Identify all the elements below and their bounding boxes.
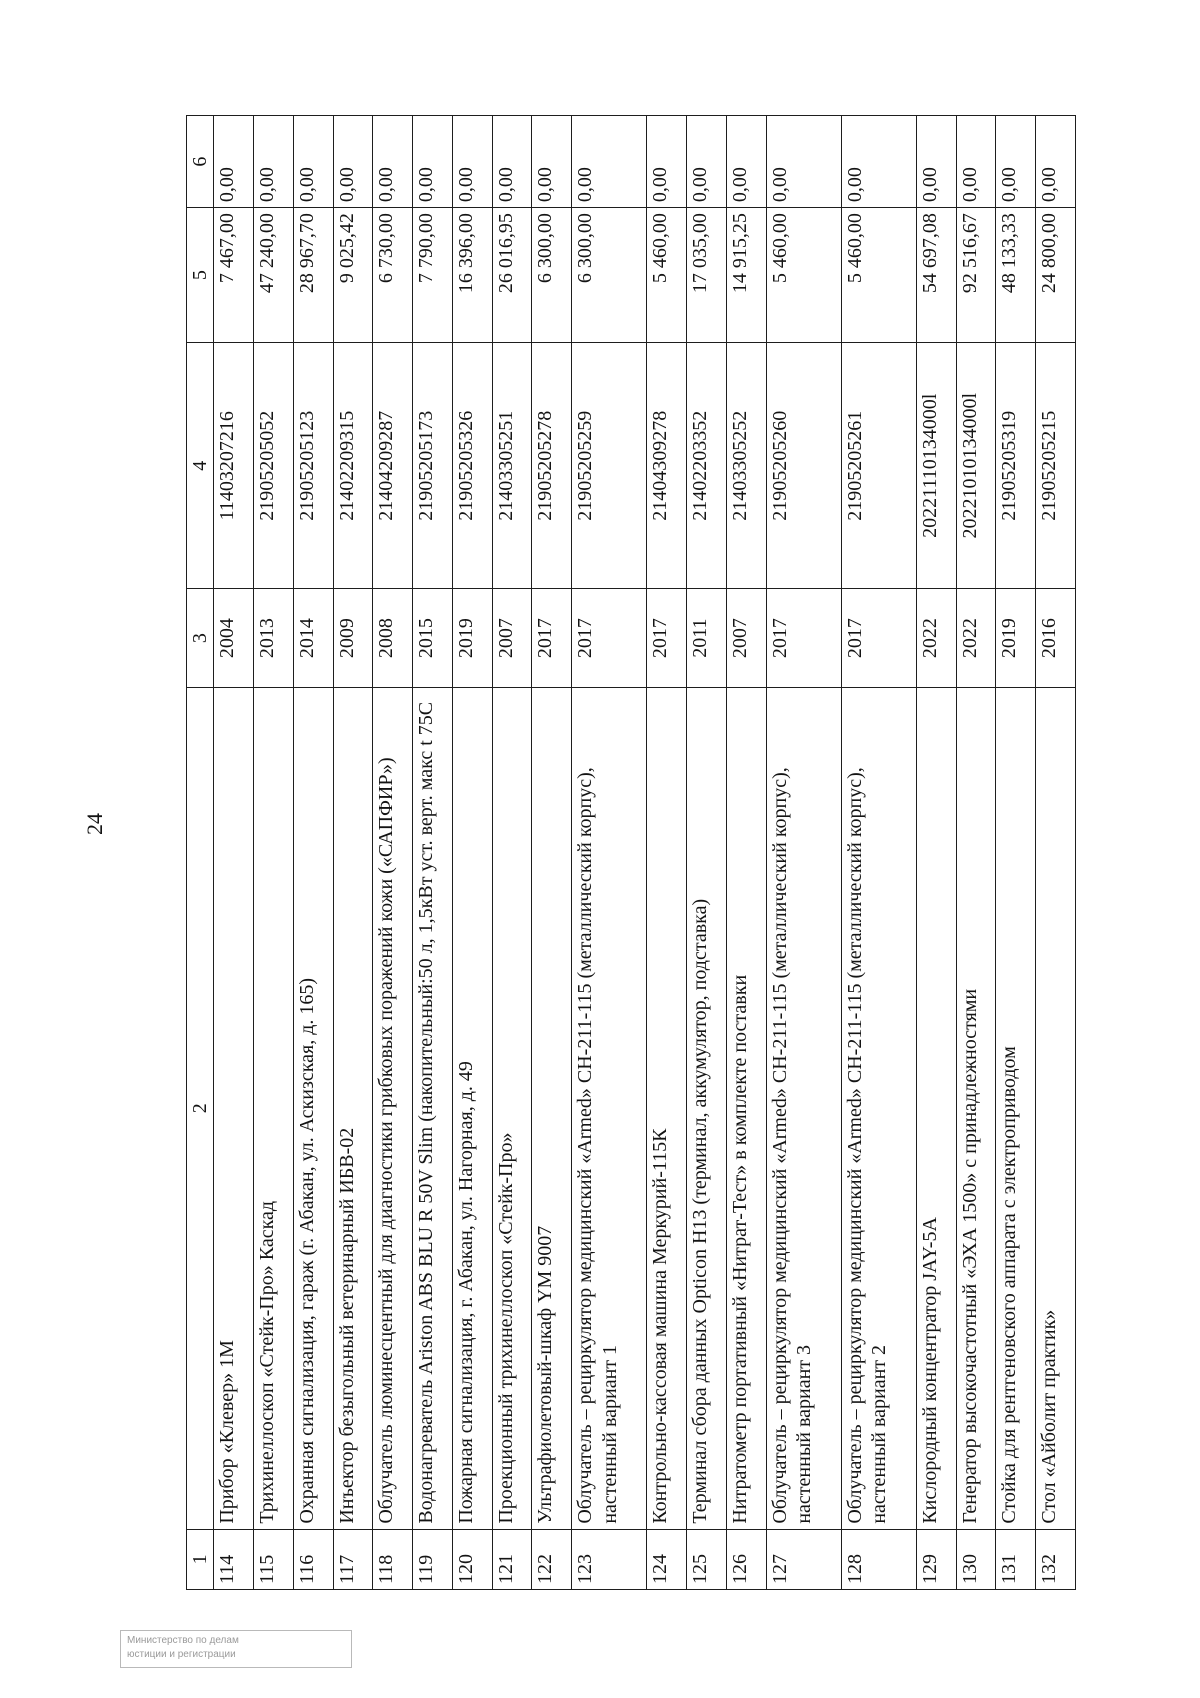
book-value: 5 460,00	[841, 208, 916, 343]
inventory-code: 21905205173	[413, 343, 453, 589]
table-row	[452, 116, 492, 1590]
residual-value: 0,00	[956, 116, 996, 208]
item-name: Облучатель люминесцентный для диагностики грибковых поражений кожи («САПФИР»)	[373, 687, 413, 1529]
item-year: 2007	[492, 589, 532, 687]
row-number: 123	[572, 1529, 647, 1589]
row-number: 120	[452, 1529, 492, 1589]
header-col-1: 1	[187, 1529, 214, 1589]
item-name: Проекционный трихинеллоскоп «Стейк-Про»	[492, 687, 532, 1529]
table-row	[1036, 116, 1076, 1590]
inventory-code: 21402203352	[687, 343, 727, 589]
residual-value: 0,00	[647, 116, 687, 208]
stamp-line-1: Министерство по делам	[127, 1635, 239, 1646]
item-year: 2011	[687, 589, 727, 687]
inventory-code: 21905205260	[766, 343, 841, 589]
row-number: 127	[766, 1529, 841, 1589]
inventory-code: 21905205326	[452, 343, 492, 589]
table-row	[413, 116, 453, 1590]
item-name: Кислородный концентратор JAY-5A	[916, 687, 956, 1529]
inventory-code: 21905205215	[1036, 343, 1076, 589]
table-body	[214, 116, 1076, 1590]
item-name: Терминал сбора данных Opticon H13 (терминал, аккумулятор, подставка)	[687, 687, 727, 1529]
inventory-code: 21905205319	[996, 343, 1036, 589]
inventory-code: 21403305252	[726, 343, 766, 589]
item-year: 2004	[214, 589, 254, 687]
table-row	[572, 116, 647, 1590]
item-name: Генератор высокочастотный «ЭХА 1500» с принадлежностями	[956, 687, 996, 1529]
table-row	[996, 116, 1036, 1590]
row-number: 129	[916, 1529, 956, 1589]
item-name: Облучатель – рециркулятор медицинский «Armed» CH-211-115 (металлический корпус), настенный вариант 2	[841, 687, 916, 1529]
residual-value: 0,00	[293, 116, 333, 208]
residual-value: 0,00	[726, 116, 766, 208]
table-row	[532, 116, 572, 1590]
book-value: 6 730,00	[373, 208, 413, 343]
item-name: Пожарная сигнализация, г. Абакан, ул. Нагорная, д. 49	[452, 687, 492, 1529]
book-value: 5 460,00	[766, 208, 841, 343]
inventory-code: 20221010134000l	[956, 343, 996, 589]
row-number: 115	[254, 1529, 294, 1589]
inventory-code: 21905205123	[293, 343, 333, 589]
row-number: 122	[532, 1529, 572, 1589]
row-number: 118	[373, 1529, 413, 1589]
header-col-6: 6	[187, 116, 214, 208]
item-year: 2007	[726, 589, 766, 687]
item-year: 2019	[452, 589, 492, 687]
book-value: 48 133,33	[996, 208, 1036, 343]
book-value: 5 460,00	[647, 208, 687, 343]
residual-value: 0,00	[572, 116, 647, 208]
item-year: 2017	[841, 589, 916, 687]
table-row	[647, 116, 687, 1590]
table-row	[766, 116, 841, 1590]
book-value: 26 016,95	[492, 208, 532, 343]
row-number: 117	[333, 1529, 373, 1589]
header-col-4: 4	[187, 343, 214, 589]
inventory-code: 21905205278	[532, 343, 572, 589]
row-number: 124	[647, 1529, 687, 1589]
residual-value: 0,00	[254, 116, 294, 208]
residual-value: 0,00	[687, 116, 727, 208]
table-row	[333, 116, 373, 1590]
item-year: 2017	[532, 589, 572, 687]
item-year: 2009	[333, 589, 373, 687]
row-number: 130	[956, 1529, 996, 1589]
item-year: 2014	[293, 589, 333, 687]
item-year: 2019	[996, 589, 1036, 687]
row-number: 114	[214, 1529, 254, 1589]
book-value: 47 240,00	[254, 208, 294, 343]
item-name: Водонагреватель Ariston ABS BLU R 50V Slim (накопительный:50 л, 1,5кВт уст. верт. макс t 75С	[413, 687, 453, 1529]
book-value: 7 790,00	[413, 208, 453, 343]
residual-value: 0,00	[214, 116, 254, 208]
table-row	[492, 116, 532, 1590]
table-row	[956, 116, 996, 1590]
row-number: 116	[293, 1529, 333, 1589]
book-value: 6 300,00	[572, 208, 647, 343]
inventory-code: 21404209287	[373, 343, 413, 589]
book-value: 9 025,42	[333, 208, 373, 343]
residual-value: 0,00	[492, 116, 532, 208]
item-name: Стол «Айболит практик»	[1036, 687, 1076, 1529]
header-col-2: 2	[187, 687, 214, 1529]
book-value: 92 516,67	[956, 208, 996, 343]
stamp-line-2: юстиции и регистрации	[127, 1649, 236, 1660]
table-row	[726, 116, 766, 1590]
header-col-5: 5	[187, 208, 214, 343]
inventory-code: 21905205261	[841, 343, 916, 589]
page-number: 24	[82, 813, 107, 835]
item-year: 2017	[647, 589, 687, 687]
item-name: Трихинеллоскоп «Стейк-Про» Каскад	[254, 687, 294, 1529]
residual-value: 0,00	[373, 116, 413, 208]
table-row	[841, 116, 916, 1590]
item-name: Облучатель – рециркулятор медицинский «Armed» CH-211-115 (металлический корпус), настенный вариант 3	[766, 687, 841, 1529]
table-row	[214, 116, 254, 1590]
item-name: Контрольно-кассовая машина Меркурий-115К	[647, 687, 687, 1529]
residual-value: 0,00	[1036, 116, 1076, 208]
residual-value: 0,00	[996, 116, 1036, 208]
item-year: 2015	[413, 589, 453, 687]
inventory-table	[186, 115, 1076, 1590]
item-year: 2017	[766, 589, 841, 687]
header-col-3: 3	[187, 589, 214, 687]
item-name: Облучатель – рециркулятор медицинский «Armed» CH-211-115 (металлический корпус), настенный вариант 1	[572, 687, 647, 1529]
residual-value: 0,00	[916, 116, 956, 208]
item-year: 2008	[373, 589, 413, 687]
item-name: Нитратометр портативный «Нитрат-Тест» в комплекте поставки	[726, 687, 766, 1529]
row-number: 119	[413, 1529, 453, 1589]
book-value: 7 467,00	[214, 208, 254, 343]
book-value: 6 300,00	[532, 208, 572, 343]
book-value: 28 967,70	[293, 208, 333, 343]
item-name: Прибор «Клевер» 1М	[214, 687, 254, 1529]
inventory-code: 20221110134000l	[916, 343, 956, 589]
residual-value: 0,00	[413, 116, 453, 208]
book-value: 24 800,00	[1036, 208, 1076, 343]
row-number: 126	[726, 1529, 766, 1589]
table-row	[373, 116, 413, 1590]
item-name: Охранная сигнализация, гараж (г. Абакан, ул. Аскизская, д. 165)	[293, 687, 333, 1529]
inventory-code: 21403305251	[492, 343, 532, 589]
book-value: 14 915,25	[726, 208, 766, 343]
residual-value: 0,00	[333, 116, 373, 208]
residual-value: 0,00	[841, 116, 916, 208]
table-header-row	[187, 116, 214, 1590]
table-row	[293, 116, 333, 1590]
item-name: Инъектор безыгольный ветеринарный ИБВ-02	[333, 687, 373, 1529]
inventory-code: 21402209315	[333, 343, 373, 589]
residual-value: 0,00	[452, 116, 492, 208]
row-number: 128	[841, 1529, 916, 1589]
row-number: 131	[996, 1529, 1036, 1589]
row-number: 132	[1036, 1529, 1076, 1589]
table-row	[254, 116, 294, 1590]
item-year: 2022	[956, 589, 996, 687]
inventory-table-container	[186, 115, 1076, 1590]
table-row	[916, 116, 956, 1590]
inventory-code: 21905205259	[572, 343, 647, 589]
book-value: 16 396,00	[452, 208, 492, 343]
registration-stamp	[120, 1630, 352, 1668]
residual-value: 0,00	[532, 116, 572, 208]
table-row	[687, 116, 727, 1590]
book-value: 17 035,00	[687, 208, 727, 343]
inventory-code: 21404309278	[647, 343, 687, 589]
residual-value: 0,00	[766, 116, 841, 208]
inventory-code: 11403207216	[214, 343, 254, 589]
item-year: 2017	[572, 589, 647, 687]
item-year: 2016	[1036, 589, 1076, 687]
row-number: 125	[687, 1529, 727, 1589]
inventory-code: 21905205052	[254, 343, 294, 589]
item-name: Ультрафиолетовый-шкаф YM 9007	[532, 687, 572, 1529]
book-value: 54 697,08	[916, 208, 956, 343]
item-year: 2022	[916, 589, 956, 687]
item-name: Стойка для рентгеновского аппарата с электроприводом	[996, 687, 1036, 1529]
row-number: 121	[492, 1529, 532, 1589]
item-year: 2013	[254, 589, 294, 687]
